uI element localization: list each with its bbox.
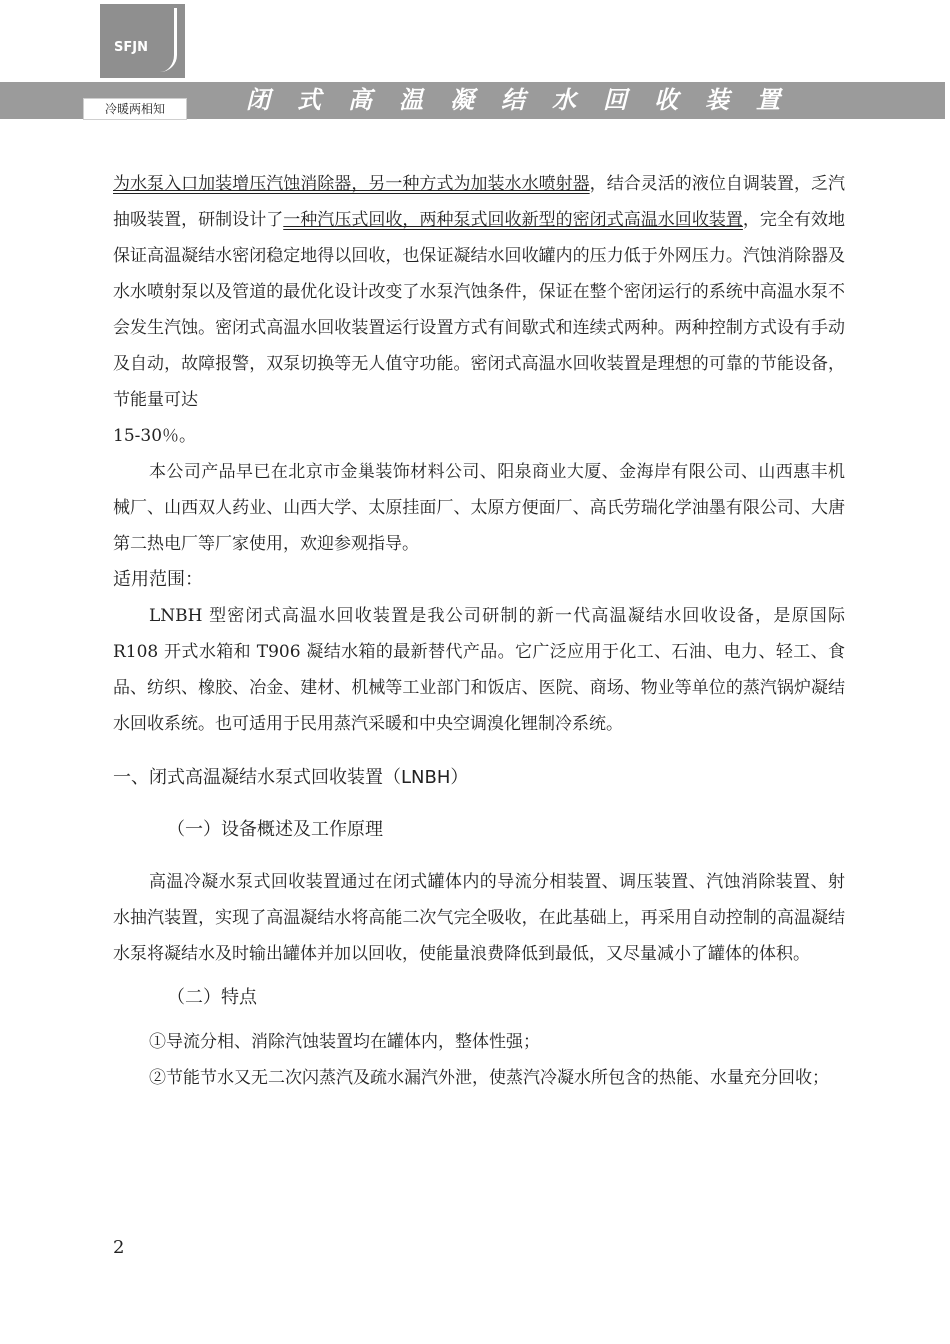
- company-logo: [100, 4, 185, 78]
- paragraph-text: ，结合灵活的液位自调装置，乏汽抽吸装置，研制设计了: [113, 174, 846, 230]
- subsection-heading: （二）特点: [167, 987, 257, 1008]
- paragraph-scope: LNBH 型密闭式高温水回收装置是我公司研制的新一代高温凝结水回收设备，是原国际 R108 开式水箱和 T906 凝结水箱的最新替代产品。它广泛应用于化工、石油、电力、轻工、食品、纺织、橡胶、冶金、建材、机械等工业部门和饭店、医院、商场、物业等单位的蒸汽锅炉凝结水回收系统。也可适用于民用蒸汽采暖和中央空调溴化锂制冷系统。: [113, 606, 845, 734]
- subsection-heading: （一）设备概述及工作原理: [167, 819, 383, 840]
- paragraph-clients: 本公司产品早已在北京市金巢装饰材料公司、阳泉商业大厦、金海岸有限公司、山西惠丰机械厂、山西双人药业、山西大学、太原挂面厂、太原方便面厂、高氏劳瑞化学油墨有限公司、大唐第二热电厂等厂家使用，欢迎参观指导。: [113, 462, 845, 554]
- page-number: 2: [113, 1237, 125, 1258]
- underlined-text: 一种汽压式回收，两种泵式回收新型的密闭式高温水回收装置: [283, 210, 743, 230]
- section-heading: 一、闭式高温凝结水泵式回收装置（LNBH）: [113, 767, 469, 788]
- feature-item: ②节能节水又无二次闪蒸汽及疏水漏汽外泄，使蒸汽冷凝水所包含的热能、水量充分回收；: [149, 1068, 829, 1088]
- paragraph-principle: 高温冷凝水泵式回收装置通过在闭式罐体内的导流分相装置、调压装置、汽蚀消除装置、射水抽汽装置，实现了高温凝结水将高能二次气完全吸收，在此基础上，再采用自动控制的高温凝结水泵将凝结水及时输出罐体并加以回收，使能量浪费降低到最低，又尽量减小了罐体的体积。: [113, 872, 845, 964]
- scope-heading: 适用范围：: [113, 569, 203, 590]
- logo-slogan: 冷暖两相知: [83, 98, 187, 120]
- logo-text: SFJN: [114, 40, 148, 55]
- document-title: 闭式高温凝结水回收装置: [246, 86, 807, 114]
- feature-item: ①导流分相、消除汽蚀装置均在罐体内，整体性强；: [149, 1032, 540, 1052]
- paragraph-intro: [113, 166, 845, 454]
- logo-swoosh-icon: [160, 8, 177, 72]
- document-body: [113, 166, 845, 1096]
- paragraph-text: ，完全有效地保证高温凝结水密闭稳定地得以回收，也保证凝结水回收罐内的压力低于外网压力。汽蚀消除器及水水喷射泵以及管道的最优化设计改变了水泵汽蚀条件，保证在整个密闭运行的系统中高温水泵不会发生汽蚀。密闭式高温水回收装置运行设置方式有间歇式和连续式两种。两种控制方式设有手动及自动，故障报警，双泵切换等无人值守功能。密闭式高温水回收装置是理想的可靠的节能设备，节能量可达: [113, 210, 846, 410]
- paragraph-text: 15-30％。: [113, 426, 197, 446]
- underlined-text: 为水泵入口加装增压汽蚀消除器，另一种方式为加装水水喷射器: [113, 174, 590, 194]
